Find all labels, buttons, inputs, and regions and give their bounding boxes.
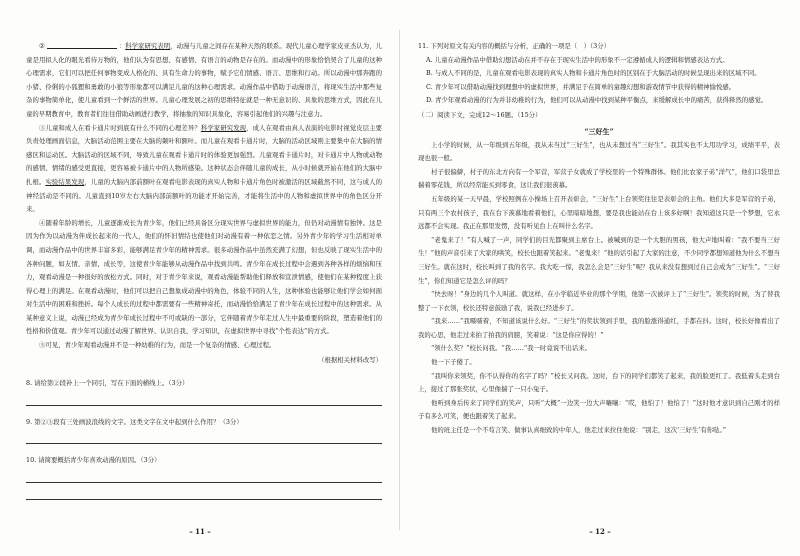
text-segment: ，动漫与儿童之间存在某种天然的联系。现代儿童心理学家皮亚杰认为，儿童是用拟人化的眼光看待万物的，他们认为有思想、有感情、有语言的动物是存在的。而动漫中的形象恰恰契合了儿童的这种心理需求，它们可以把任何事物变成人格化的、具有生命力的事物，赋予它们情感、语言、思维和行动。所以动漫中那奔跑的小猪、伶俐的小狐狸和勇敢的小狼等形象都可以满足儿童的这种心理需求。动漫作品中借助于动漫语言，将现实生活中那些复杂的事物简单化，使儿童看到一个鲜活的世界。儿童心理发展之初的思维特征就是一种无意识的、具象的思维方式，因此在儿童的早期教育中，教育者们往往借助动画进行教学，将抽象的知识具象化，容易引起他们的兴趣与注意力。	[26, 42, 383, 118]
question-10: 10. 请简要概括青少年喜欢动漫的原因。（3分）	[26, 456, 161, 465]
text-segment: ，成人在观看由真人表演的电影时视觉皮层主要负责处理画面信息，大脑活动范围主要在大脑的颞叶和额叶。而儿童在观看卡通片时，大脑的活动区域则主要集中在大脑的情感区和运动区。大脑活动的区域不同，导致儿童在观看卡通片时的体验更加强烈。儿童观看卡通片时，对卡通片中人物或动物的感情、情绪的感受更直接，更容易被卡通片中的人物所感染。这种状态会伴随儿童的成长，从小时候就开始在他们的大脑中扎根。	[26, 123, 383, 186]
story-paragraph: “老鬼来了！”有人喊了一声，同学们的目光都聚到主席台上。被喊到的是一个大胆的男孩，他大声地叫着：“我不要当三好生！”他的声音引来了大家的哄笑，校长也跟着笑起来。“老鬼来！”他的话引起了大家的注意，不少同学都想知道他为什么不想当三好生。就在这时，校长叫到了我的名字。我大吃一惊，我怎么会是“三好生”呢？我从来没有想到过自己会成为“三好生”。“三好生”，你们知道它是怎么评的吗？	[418, 235, 780, 285]
answer-line[interactable]	[26, 433, 382, 444]
paragraph-5: ⑤可见，青少年观看动漫并不是一种幼稚的行为，而是一个复杂的情感、心理过程。	[39, 341, 276, 350]
paragraph-2	[26, 40, 382, 122]
story-paragraph: 五年级的某一天早晨，学校照例在小操场上召开表彰会，“三好生”上台领奖往往是表彰会的主角。他们大多是军营的子弟，只有两三个农村孩子，我在台下羡慕地看着他们，心里暗暗地想，要是我也能站在台上该多好啊！我知道这只是一个梦想，它永远都不会实现。我正在那里发愣，没有听见台上在叫什么名字。	[418, 194, 780, 231]
right-page	[400, 0, 800, 556]
option-a: A. 儿童在动漫作品中借助幻想活动在并不存在于现实生活中的形象不一定遵循成人的逻辑和情感表达方式。	[426, 55, 729, 64]
story-paragraph: “我来……”我嗫嚅着，不知道该说什么好。“三好生”的奖状领到手里，我的脸涨得通红，手都在抖。这时，校长好像看出了我的心思，他走过来拍了拍我的肩膀，笑着说：“这是你应得的！”	[418, 317, 780, 339]
story-paragraph: 他一下子傻了。	[431, 358, 476, 367]
story-paragraph: “我叫你来领奖，你不认得你的名字了吗？”校长又问我。这时，台下的同学们都笑了起来，我的脸更红了。我低着头走到台上，接过了那张奖状，心里像揣了一只小兔子。	[418, 371, 780, 394]
page-number: – 12 –	[589, 527, 611, 536]
page-number: – 11 –	[189, 527, 211, 536]
answer-blank[interactable]	[47, 41, 117, 49]
story-paragraph: “领什么奖？”校长问我。“我……”我一时竟说不出话来。	[431, 344, 592, 353]
answer-line[interactable]	[26, 472, 382, 483]
answer-line[interactable]	[26, 489, 382, 500]
story-paragraph: 上小学的时候，从一年级到五年级，我从未当过“三好生”，也从未想过当“三好生”。我其实也不太用功学习，成绩平平，表现也很一般。	[418, 140, 780, 163]
option-c: C. 青少年可以借助动漫找到理想中的虚拟世界，并满足于在简单的童趣幻想和游戏情节中获得的精神愉悦感。	[426, 82, 736, 91]
option-b: B. 与成人不同的是，儿童在观看电影表现的真实人物和卡通片角色时的区别在于大脑活动的时候呈现出来的区域不同。	[426, 69, 761, 78]
story-paragraph: “快去呀！”身边的几个人叫道。就这样，在小学临近毕业的那个学期，他第一次被评上了“三好生”。领奖的时候，为了替我整了一下衣领，校长还特意鼓励了我，说我已经进步了。	[418, 290, 780, 312]
wavy-underlined-text: 科学家研究表明	[125, 42, 171, 50]
source-note: （根据相关材料改写）	[318, 355, 382, 364]
section-heading: （二）阅读下文，完成12～16题。（15分）	[418, 110, 542, 119]
story-paragraph: 他听到身后传来了同学们的笑声，只听“大概”一边笑一边大声嚷嚷：“哎，他怕了！他怕了！”这时他才意识到自己刚才的样子有多么可笑，便也跟着笑了起来。	[418, 398, 780, 421]
paragraph-number: ②	[39, 42, 45, 50]
story-paragraph: 村子很偏僻，村子的东北方向有一个军营，军营子女就成了学校里的一个特殊群体。他们比农家子弟“洋气”，他们口袋里总揣着零花钱，所以经常能买到零食，这让我们很羡慕。	[418, 167, 780, 190]
story-paragraph: 他的班主任是一个不苟言笑、做事认真细致的中年人，他走过来拉住他说：“别走，这次‘三好生’有你哒。”	[431, 426, 726, 435]
text-segment: ，儿童的大脑内部前额叶在观看电影表现的真实人物和卡通片角色时被激活的区域截然不同，这与成人的神经活动是不同的。儿童直到10岁左右大脑内部前额叶的功能才开始完善，才能将生活中的人物和虚拟世界中的角色区分开来。	[26, 177, 383, 214]
text-segment: ③儿童和成人在看卡通片时到底有什么不同的心理差异？	[39, 123, 201, 132]
question-9: 9. 第②③段有三处画波浪线的文字。这类文字在文中起到什么作用？（3分）	[26, 417, 243, 426]
answer-line[interactable]	[26, 395, 382, 406]
wavy-underlined-text: 科学家研究发现	[200, 123, 247, 132]
paragraph-4: ④随着年龄的增长，儿童逐渐成长为青少年，他们已经具备区分现实世界与虚拟世界的能力，但仍对动漫情有独钟。这是因为作为以动漫为伴成长起来的一代人，他们的怀旧情结也使他们对动漫有着一种依恋之情。另外青少年的学习生活相对单调，而动漫作品中的世界丰富多彩，能够满足青少年的精神需求。很多动漫作品中虽然充满了幻想，但也反映了现实生活中的各种问题，如友情、亲情、成长等，这使青少年能够从动漫作品中找到共鸣。青少年在成长过程中会遇到各种各样的烦恼和压力，观看动漫是一种很好的放松方式。同时，对于青少年来说，观看动漫能帮助他们释放和宣泄情感，使他们在某种程度上获得心理上的满足。在观看动漫时，他们可以把自己想象成动漫中的角色，体验不同的人生，这种体验也能够让他们学会如何面对生活中的困难和挫折。每个人成长的过程中都需要有一些精神寄托，而动漫恰恰满足了青少年在成长过程中的这种需求。从某种意义上说，动漫已经成为青少年成长过程中不可或缺的一部分，它伴随着青少年走过人生中最重要的阶段，塑造着他们的性格和价值观。青少年可以通过动漫了解世界、认识自我、学习知识，在虚拟世界中寻找“个性表达”的方式。	[26, 218, 382, 336]
question-11: 11. 下列对原文有关内容的概括与分析，正确的一项是（ ）（3分）	[418, 42, 610, 50]
question-8: 8. 请给第②段补上一个同引，写在下面的横线上。（3分）	[26, 379, 189, 388]
text-segment: ：	[118, 42, 126, 50]
article-title: “三好生”	[584, 126, 614, 136]
paragraph-3	[26, 122, 382, 217]
option-d: D. 青少年观看动漫的行为并非幼稚的行为，他们可以从动漫中找到某种平衡点，来缓解成长中的痛苦，获得释然的感觉。	[426, 96, 768, 105]
wavy-underlined-text: 实验结果发现	[45, 177, 85, 186]
